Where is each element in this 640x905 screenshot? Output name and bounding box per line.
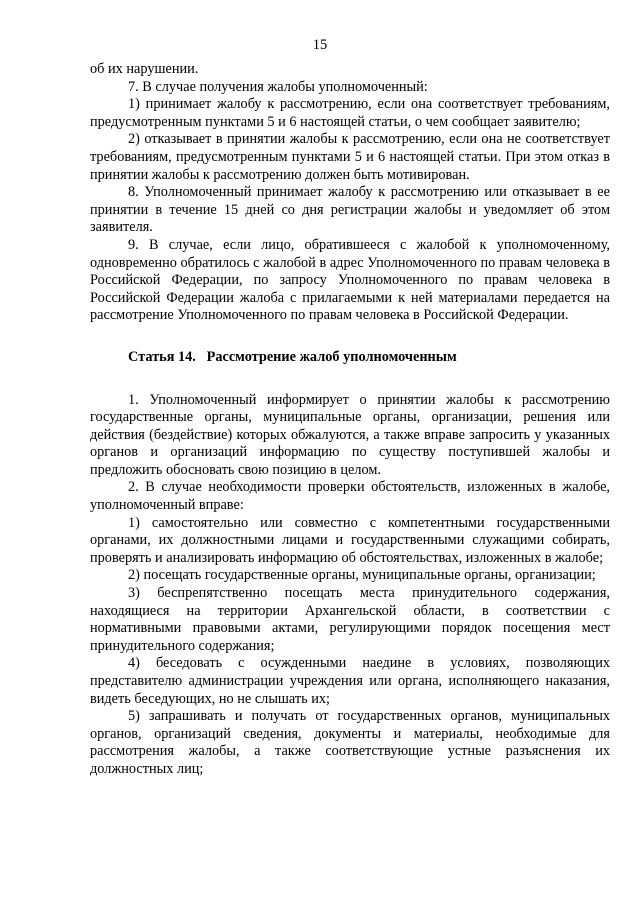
article-heading: Статья 14. Рассмотрение жалоб уполномоченным	[128, 348, 457, 365]
paragraph-point-9: 9. В случае, если лицо, обратившееся с жалобой к уполномоченному, одновременно обратилось с жалобой в адрес Уполномоченного по правам человека в Российской Федерации, по запросу Уполномоченного по правам человека в Российской Федерации жалоба с прилагаемыми к ней материалами передается на рассмотрение Уполномоченного по правам человека в Российской Федерации.	[90, 236, 610, 324]
article-subpoint-1: 1) самостоятельно или совместно с компетентными государственными органами, их должностными лицами и государственными служащими собирать, проверять и анализировать информацию об обстоятельствах, изложенных в жалобе;	[90, 514, 610, 566]
paragraph-point-8: 8. Уполномоченный принимает жалобу к рассмотрению или отказывает в ее принятии в течение 15 дней со дня регистрации жалобы и уведомляет об этом заявителя.	[90, 184, 610, 236]
document-body	[90, 61, 610, 779]
paragraph-continuation: об их нарушении.	[90, 61, 199, 77]
paragraph-point-7: 7. В случае получения жалобы уполномоченный:	[128, 78, 428, 95]
paragraph-subpoint-1: 1) принимает жалобу к рассмотрению, если она соответствует требованиям, предусмотренным пунктами 5 и 6 настоящей статьи, о чем сообщает заявителю;	[90, 96, 610, 130]
article-paragraph-1: 1. Уполномоченный информирует о принятии жалобы к рассмотрению государственные органы, муниципальные органы, организации, решения или действия (бездействие) которых обжалуются, а также вправе запросить у указанных органов и организаций информацию по существу поступившей жалобы и предложить обосновать свою позицию в целом.	[90, 391, 610, 478]
page-number: 15	[312, 37, 328, 53]
article-subpoint-4: 4) беседовать с осужденными наедине в условиях, позволяющих представителю администрации учреждения или органа, исполняющего наказания, видеть беседующих, но не слышать их;	[90, 655, 610, 707]
article-paragraph-2: 2. В случае необходимости проверки обстоятельств, изложенных в жалобе, уполномоченный вправе:	[90, 479, 610, 514]
article-subpoint-3: 3) беспрепятственно посещать места принудительного содержания, находящиеся на территории Архангельской области, в соответствии с нормативными правовыми актами, регулирующими порядок посещения мест принудительного содержания;	[90, 585, 610, 654]
paragraph-subpoint-2: 2) отказывает в принятии жалобы к рассмотрению, если она не соответствует требованиям, предусмотренным пунктами 5 и 6 настоящей статьи. При этом отказ в принятии жалобы к рассмотрению должен быть мотивирован.	[90, 131, 610, 183]
article-subpoint-2: 2) посещать государственные органы, муниципальные органы, организации;	[128, 567, 596, 584]
article-subpoint-5: 5) запрашивать и получать от государственных органов, муниципальных органов, организаций сведения, документы и материалы, необходимые для рассмотрения жалобы, а также соответствующие устные разъяснения их должностных лиц;	[90, 708, 610, 777]
